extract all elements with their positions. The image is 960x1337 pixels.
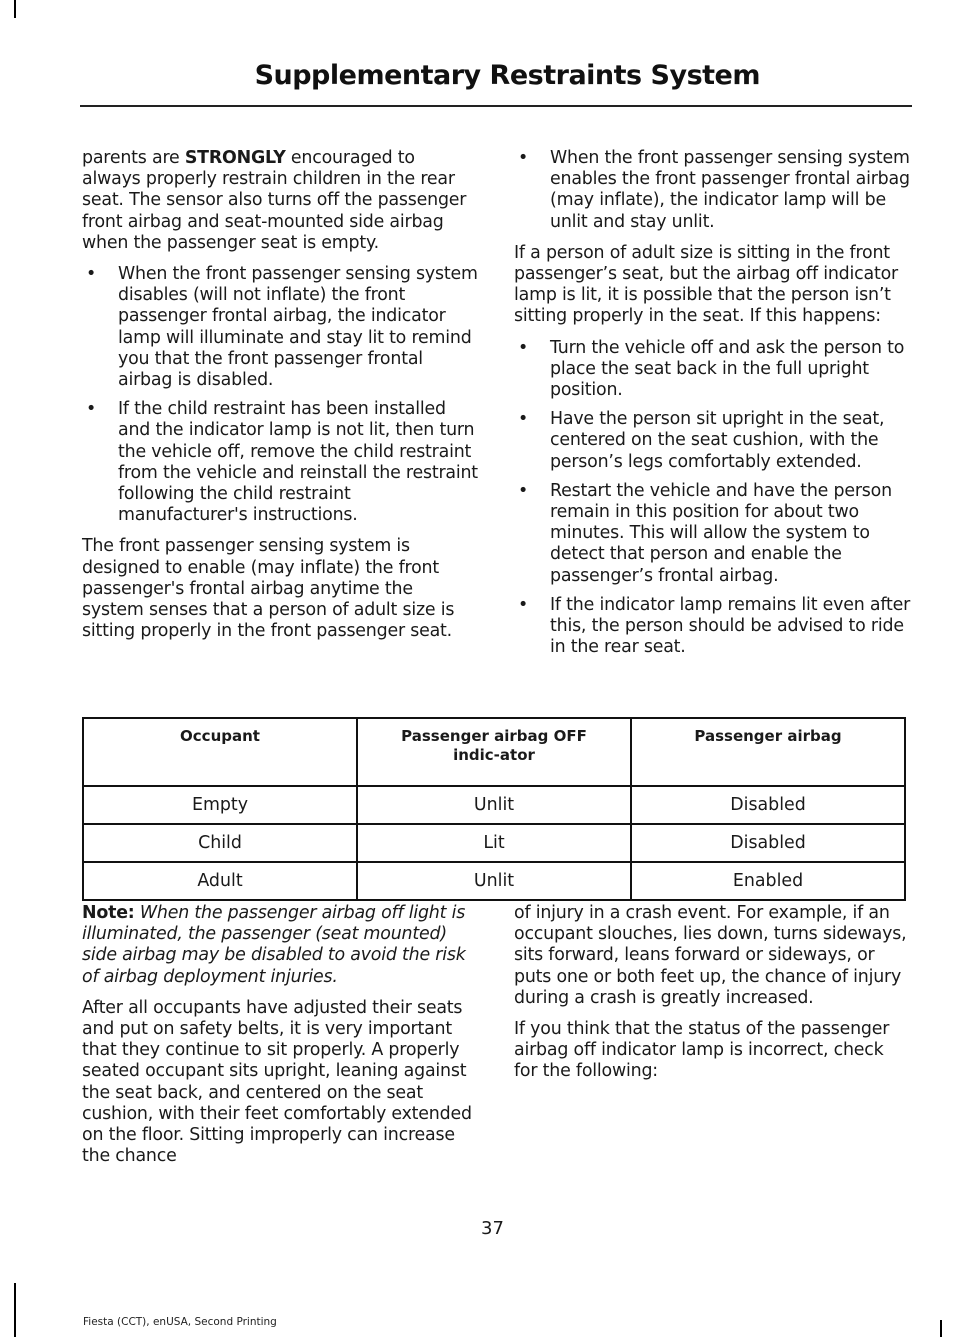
right-first-bullet-list (514, 148, 912, 233)
table-cell: Enabled (631, 862, 905, 900)
note-text: When the passenger airbag off light is illuminated, the passenger (seat mounted) side airbag may be disabled to avoid the risk of airbag deployment injuries. (82, 903, 466, 987)
left-bullet-list (82, 264, 478, 526)
header-divider (80, 105, 912, 107)
table-cell: Lit (357, 824, 631, 862)
intro-paragraph (82, 148, 478, 254)
list-item: • When the front passenger sensing system enables the front passenger frontal airbag (may inflate), the indicator lamp will be unlit and stay unlit. (514, 148, 912, 233)
footer-edition: Fiesta (CCT), enUSA, Second Printing (83, 1316, 277, 1328)
intro-emphasis: STRONGLY (184, 148, 286, 168)
table-row (83, 786, 905, 824)
column-header-indicator: Passenger airbag OFF indic-ator (357, 718, 631, 786)
list-item: • Have the person sit upright in the seat, centered on the seat cushion, with the person’s legs comfortably extended. (514, 409, 912, 473)
page-title: Supplementary Restraints System (254, 60, 760, 91)
crop-mark-bottom-right (940, 1320, 942, 1337)
table-row (83, 824, 905, 862)
table-cell: Disabled (631, 786, 905, 824)
list-item: • If the indicator lamp remains lit even after this, the person should be advised to ride in the rear seat. (514, 595, 912, 659)
crop-mark-bottom-left (14, 1283, 16, 1337)
intro-after: encouraged to always properly restrain children in the rear seat. The sensor also turns off the passenger front airbag and seat-mounted side airbag when the passenger seat is empty. (82, 148, 467, 253)
list-item: • Restart the vehicle and have the person remain in this position for about two minutes. This will allow the system to detect that person and enable the passenger’s frontal airbag. (514, 481, 912, 587)
body-paragraph: After all occupants have adjusted their seats and put on safety belts, it is very important that they continue to sit properly. A properly seated occupant sits upright, leaning against the seat back, and centered on the seat cushion, with their feet comfortably extended on the floor. Sitting improperly can increase the chance (82, 997, 472, 1167)
lower-left-column (82, 903, 478, 1177)
table-row (83, 862, 905, 900)
list-item: • If the child restraint has been installed and the indicator lamp is not lit, then turn the vehicle off, remove the child restraint from the vehicle and reinstall the restraint following the child restraint manufacturer's instructions. (82, 399, 478, 526)
list-item: • Turn the vehicle off and ask the person to place the seat back in the full upright position. (514, 338, 912, 402)
right-column (514, 148, 912, 668)
column-header-airbag: Passenger airbag (631, 718, 905, 786)
crop-mark-top-left (14, 0, 16, 18)
table-cell: Adult (83, 862, 357, 900)
left-column (82, 148, 478, 652)
right-bullet-list (514, 338, 912, 659)
table-cell: Unlit (357, 862, 631, 900)
table-cell: Disabled (631, 824, 905, 862)
column-header-occupant: Occupant (83, 718, 357, 786)
note-label: Note: (82, 903, 135, 923)
lower-right-column (514, 903, 912, 1093)
list-item: • When the front passenger sensing system disables (will not inflate) the front passenger frontal airbag, the indicator lamp will illuminate and stay lit to remind you that the front passenger frontal airbag is disabled. (82, 264, 478, 391)
page-number: 37 (481, 1218, 504, 1239)
body-paragraph: If you think that the status of the passenger airbag off indicator lamp is incorrect, check for the following: (514, 1019, 890, 1082)
body-paragraph: The front passenger sensing system is designed to enable (may inflate) the front passenger's frontal airbag anytime the system senses that a person of adult size is sitting properly in the front passenger seat. (82, 536, 455, 642)
table-cell: Unlit (357, 786, 631, 824)
intro-before: parents are (82, 148, 185, 168)
table-cell: Child (83, 824, 357, 862)
airbag-status-table (82, 717, 906, 901)
body-paragraph: If a person of adult size is sitting in the front passenger’s seat, but the airbag off indicator lamp is lit, it is possible that the person isn’t sitting properly in the seat. If this happens: (514, 242, 898, 327)
table-cell: Empty (83, 786, 357, 824)
table-header-row (83, 718, 905, 786)
note-paragraph (82, 903, 478, 988)
body-paragraph: of injury in a crash event. For example, if an occupant slouches, lies down, turns sideways, sits forward, leans forward or sideways, or puts one or both feet up, the chance of injury during a crash is greatly increased. (514, 903, 907, 1008)
